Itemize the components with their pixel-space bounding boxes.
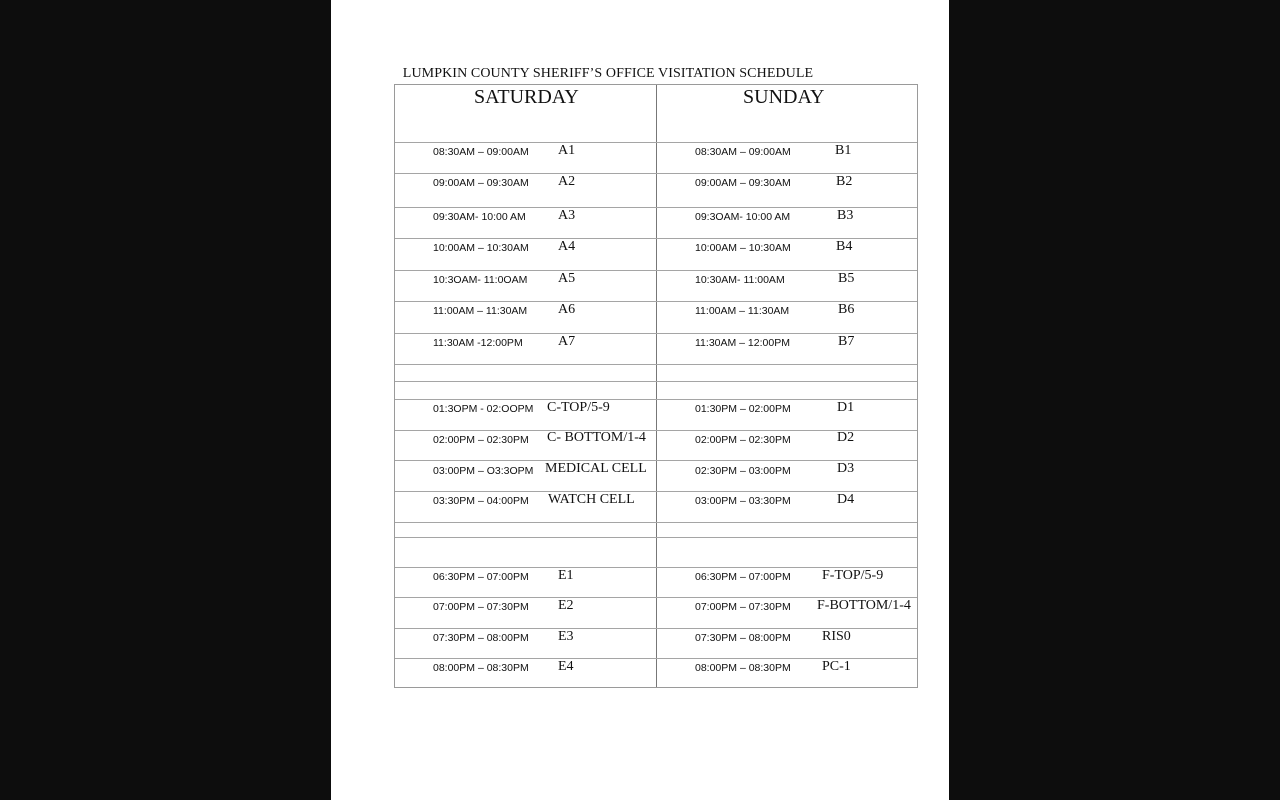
saturday-code: C- BOTTOM/1-4: [547, 430, 646, 445]
saturday-code: E1: [558, 568, 574, 583]
saturday-code: A2: [558, 174, 576, 189]
saturday-code: E3: [558, 629, 574, 644]
sunday-time: 10:00AM – 10:30AM: [695, 242, 791, 254]
sunday-code: D2: [837, 430, 855, 445]
saturday-header: SATURDAY: [474, 86, 579, 108]
sunday-time: 10:30AM- 11:00AM: [695, 274, 785, 286]
saturday-code: C-TOP/5-9: [547, 400, 610, 415]
saturday-time: 09:00AM – 09:30AM: [433, 177, 529, 189]
sunday-code: D4: [837, 492, 855, 507]
saturday-time: 02:00PM – 02:30PM: [433, 434, 529, 446]
sunday-time: 02:00PM – 02:30PM: [695, 434, 791, 446]
sunday-time: 03:00PM – 03:30PM: [695, 495, 791, 507]
sunday-time: 08:30AM – 09:00AM: [695, 146, 791, 158]
sunday-time: 07:00PM – 07:30PM: [695, 601, 791, 613]
saturday-code: WATCH CELL: [548, 492, 635, 507]
sunday-code: B7: [838, 334, 855, 349]
saturday-code: A1: [558, 143, 576, 158]
sunday-code: D1: [837, 400, 855, 415]
saturday-code: A6: [558, 302, 576, 317]
saturday-code: A7: [558, 334, 576, 349]
title-text: LUMPKIN COUNTY SHERIFF’S OFFICE VISITATION SCHEDULE: [402, 66, 814, 81]
sunday-header: SUNDAY: [743, 86, 825, 108]
saturday-time: 07:30PM – 08:00PM: [433, 632, 529, 644]
sunday-code: RIS0: [822, 629, 851, 644]
saturday-time: 06:30PM – 07:00PM: [433, 571, 529, 583]
sunday-code: D3: [837, 461, 855, 476]
sunday-code: B4: [836, 239, 853, 254]
saturday-time: 03:30PM – 04:00PM: [433, 495, 529, 507]
saturday-code: A5: [558, 271, 576, 286]
row-divider: [395, 364, 917, 365]
sunday-time: 06:30PM – 07:00PM: [695, 571, 791, 583]
sunday-time: 08:00PM – 08:30PM: [695, 662, 791, 674]
sunday-time: 01:30PM – 02:00PM: [695, 403, 791, 415]
document-title: [331, 66, 949, 82]
sunday-code: B5: [838, 271, 855, 286]
sunday-time: 09:00AM – 09:30AM: [695, 177, 791, 189]
sunday-code: B1: [835, 143, 852, 158]
sunday-code: B3: [837, 208, 854, 223]
saturday-time: 11:30AM -12:00PM: [433, 337, 523, 349]
saturday-time: 07:00PM – 07:30PM: [433, 601, 529, 613]
row-divider: [395, 537, 917, 538]
sunday-time: 11:30AM – 12:00PM: [695, 337, 790, 349]
saturday-time: 08:30AM – 09:00AM: [433, 146, 529, 158]
saturday-time: 01:3OPM - 02:OOPM: [433, 403, 534, 415]
saturday-code: MEDICAL CELL: [545, 461, 647, 476]
saturday-time: 10:3OAM- 11:0OAM: [433, 274, 528, 286]
sunday-code: PC-1: [822, 659, 851, 674]
row-divider: [395, 522, 917, 523]
sunday-time: 09:3OAM- 10:00 AM: [695, 211, 791, 223]
saturday-time: 10:00AM – 10:30AM: [433, 242, 529, 254]
row-divider: [395, 381, 917, 382]
saturday-code: E2: [558, 598, 574, 613]
saturday-time: 09:30AM- 10:00 AM: [433, 211, 526, 223]
document-page: [331, 0, 949, 800]
saturday-time: 03:00PM – O3:3OPM: [433, 465, 534, 477]
saturday-code: A3: [558, 208, 576, 223]
sunday-code: F-BOTTOM/1-4: [817, 598, 911, 613]
sunday-time: 02:30PM – 03:00PM: [695, 465, 791, 477]
saturday-code: E4: [558, 659, 574, 674]
schedule-table: [394, 84, 918, 688]
saturday-code: A4: [558, 239, 576, 254]
sunday-code: F-TOP/5-9: [822, 568, 884, 583]
sunday-code: B6: [838, 302, 855, 317]
saturday-time: 08:00PM – 08:30PM: [433, 662, 529, 674]
saturday-time: 11:00AM – 11:30AM: [433, 305, 528, 317]
sunday-time: 07:30PM – 08:00PM: [695, 632, 791, 644]
sunday-time: 11:00AM – 11:30AM: [695, 305, 790, 317]
sunday-code: B2: [836, 174, 853, 189]
